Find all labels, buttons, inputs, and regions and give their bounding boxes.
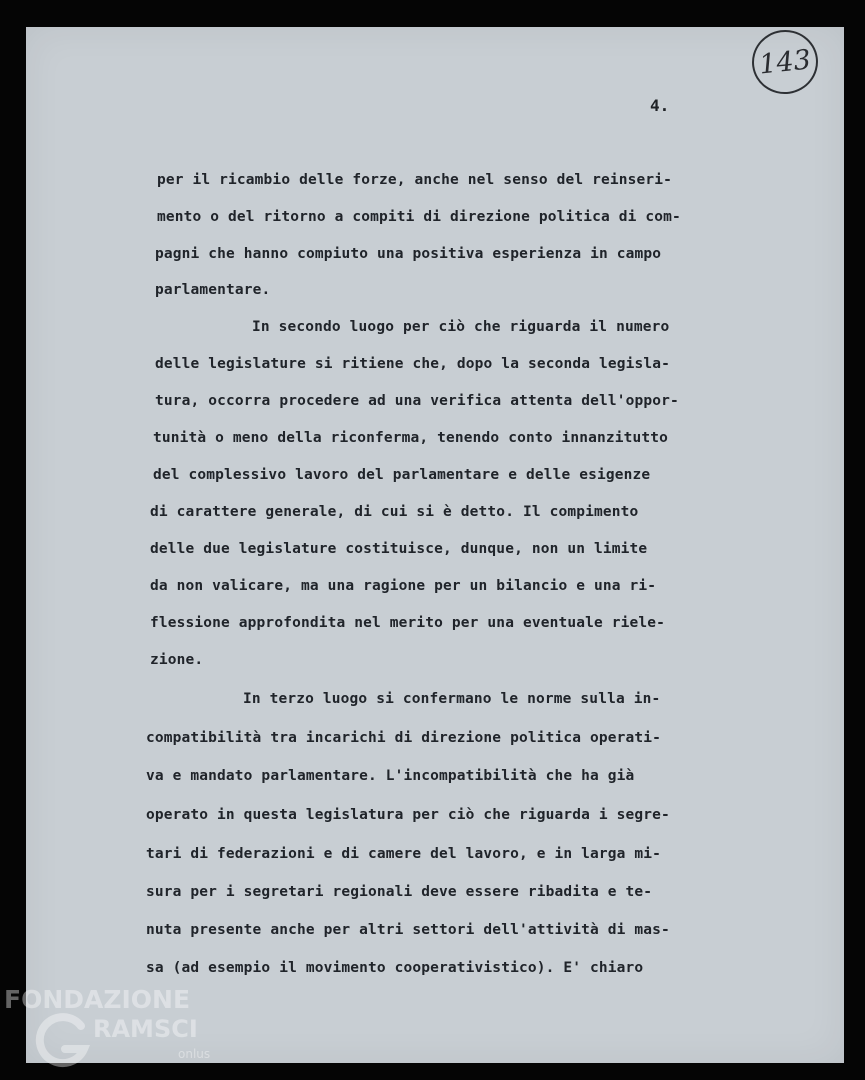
text-line-9: del complessivo lavoro del parlamentare e delle esigenze xyxy=(153,467,651,483)
text-line-13: flessione approfondita nel merito per una eventuale riele- xyxy=(150,615,666,631)
text-line-4: parlamentare. xyxy=(155,282,271,298)
text-line-1: per il ricambio delle forze, anche nel senso del reinseri- xyxy=(157,172,673,188)
archive-number: 143 xyxy=(757,43,813,81)
text-line-2: mento o del ritorno a compiti di direzione politica di com- xyxy=(157,209,681,225)
watermark-line-3: onlus xyxy=(178,1047,211,1061)
text-line-3: pagni che hanno compiuto una positiva esperienza in campo xyxy=(155,246,662,262)
text-line-10: di carattere generale, di cui si è detto. Il compimento xyxy=(150,504,639,520)
text-line-16: compatibilità tra incarichi di direzione politica operati- xyxy=(146,730,662,746)
text-line-5: In secondo luogo per ciò che riguarda il numero xyxy=(252,319,670,335)
text-line-15: In terzo luogo si confermano le norme sulla in- xyxy=(243,691,661,707)
text-line-8: tunità o meno della riconferma, tenendo conto innanzitutto xyxy=(153,430,669,446)
text-line-11: delle due legislature costituisce, dunque, non un limite xyxy=(150,541,648,557)
text-line-22: sa (ad esempio il movimento cooperativistico). E' chiaro xyxy=(146,960,644,976)
text-line-21: nuta presente anche per altri settori dell'attività di mas- xyxy=(146,922,670,938)
text-line-20: sura per i segretari regionali deve essere ribadita e te- xyxy=(146,884,653,900)
text-line-19: tari di federazioni e di camere del lavoro, e in larga mi- xyxy=(146,846,662,862)
text-line-7: tura, occorra procedere ad una verifica attenta dell'oppor- xyxy=(155,393,679,409)
page-number: 4. xyxy=(650,96,670,115)
watermark-line-1: FONDAZIONE xyxy=(4,985,191,1014)
watermark-line-2: RAMSCI xyxy=(93,1015,198,1043)
text-line-6: delle legislature si ritiene che, dopo la seconda legisla- xyxy=(155,356,671,372)
text-line-12: da non valicare, ma una ragione per un bilancio e una ri- xyxy=(150,578,657,594)
text-line-18: operato in questa legislatura per ciò che riguarda i segre- xyxy=(146,807,670,823)
text-line-17: va e mandato parlamentare. L'incompatibilità che ha già xyxy=(146,768,635,784)
text-line-14: zione. xyxy=(150,652,204,668)
